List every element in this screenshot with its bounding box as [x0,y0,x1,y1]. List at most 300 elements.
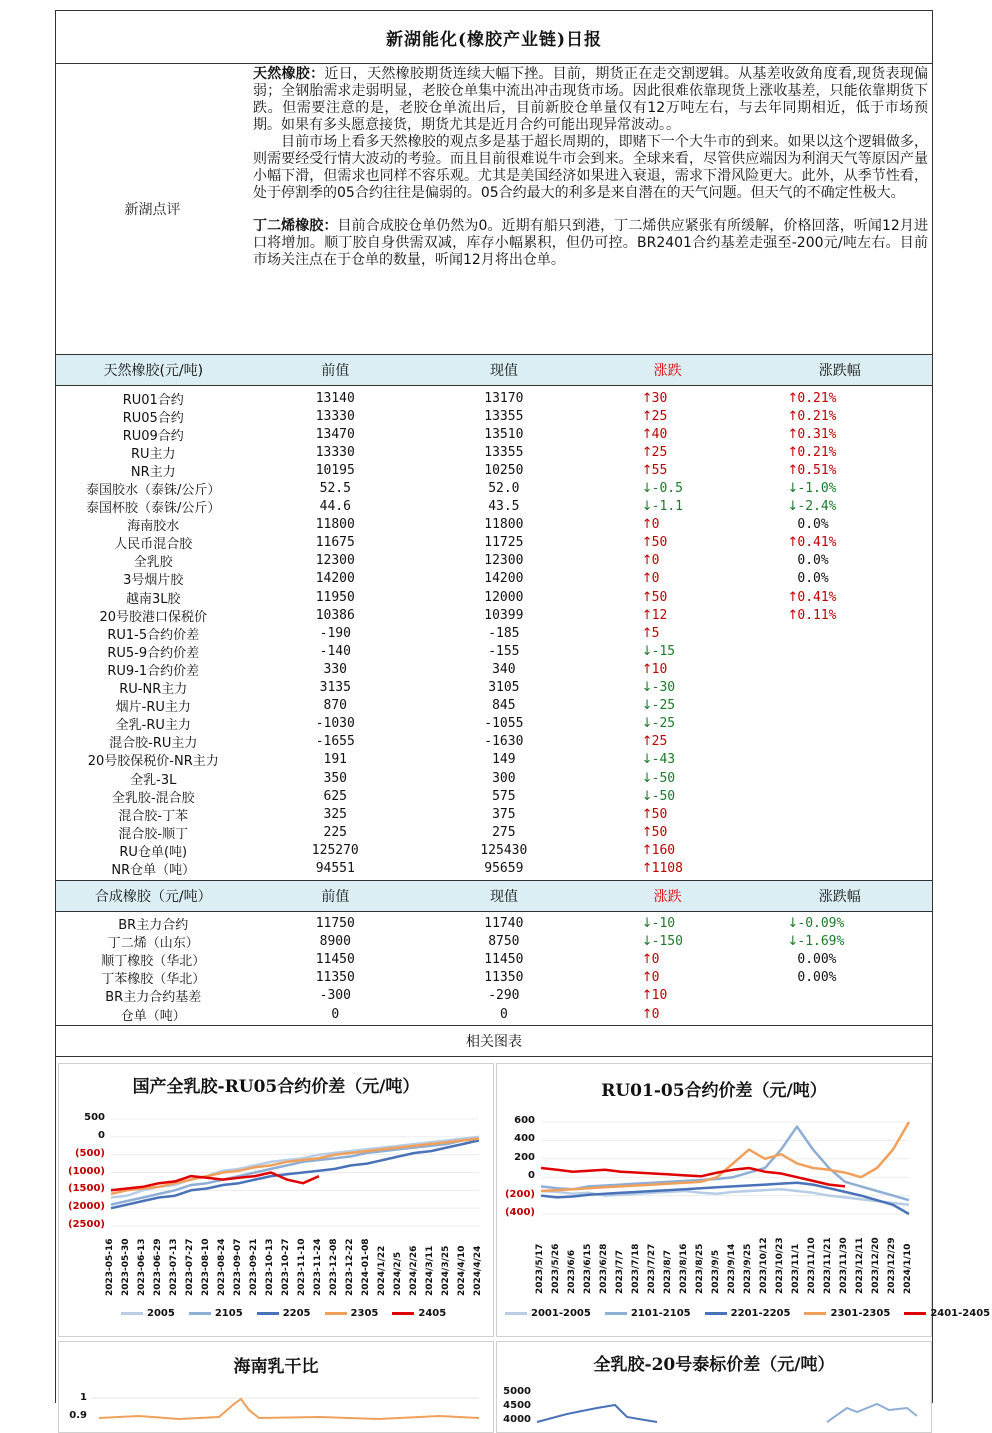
cell-text: -0.5 [651,481,683,497]
cell-text: 625 [323,788,348,804]
x-tick: 2023-10-13 [265,1238,275,1297]
cell-text: 11750 [315,916,355,932]
cell-text: 混合胶-顺丁 [118,826,189,842]
cell-text: -150 [651,934,683,950]
row-cur [420,988,588,1003]
cell-text: 11950 [315,589,355,605]
legend-item [804,1308,890,1319]
cell-text: 52.0 [488,481,520,497]
cell-text: -290 [488,988,520,1004]
cell-text: 0 [651,970,660,986]
row-cur [420,825,588,840]
row-change [588,553,748,568]
legend-swatch [705,1312,727,1315]
cell-text: 13355 [484,444,524,460]
row-cur [420,934,588,949]
row-change [588,463,748,478]
x-tick: 2024/1/10 [903,1243,913,1295]
y-tick: (400) [504,1207,535,1219]
cell-text: 52.5 [319,481,351,497]
row-prev [251,409,421,424]
series-line [537,1405,657,1422]
arrow-down-icon: ↓ [787,916,799,932]
row-prev [251,698,421,713]
cell-text: 11800 [315,517,355,533]
cell-text: 0.00% [797,952,837,968]
table-row [56,534,932,552]
arrow-up-icon: ↑ [787,390,799,406]
cell-text: 12 [651,607,668,623]
charts-area [56,1057,991,1426]
arrow-down-icon: ↓ [641,481,653,497]
x-tick: 2023-11-24 [313,1238,323,1297]
arrow-up-icon: ↑ [641,517,653,533]
table-row [56,552,932,570]
cell-text: -155 [488,643,520,659]
row-cur [420,391,588,406]
chart-legend [121,1308,446,1319]
cell-text: -1055 [484,716,524,732]
row-prev [251,427,421,442]
cell-text: 300 [492,770,516,786]
x-tick: 2023-12-22 [345,1238,355,1297]
row-prev [251,1007,421,1022]
cell-text: RU仓单(吨) [119,844,188,860]
x-tick: 2023/7/18 [631,1243,641,1295]
cell-text: -190 [319,625,351,641]
cell-text: 泰国胶水（泰铢/公斤） [86,483,221,499]
arrow-up-icon: ↑ [641,625,653,641]
legend-label: 2205 [282,1308,311,1320]
row-cur [420,716,588,731]
charts-section-title: 相关图表 [56,1025,932,1057]
header-change-pct: 涨跌幅 [818,363,861,379]
table-row [56,407,932,425]
cell-text: 30 [651,390,668,406]
cell-text: -300 [319,988,351,1004]
arrow-up-icon: ↑ [787,535,799,551]
cell-text: 烟片-RU主力 [115,700,191,716]
cell-text: 10399 [484,607,524,623]
y-tick: 0.9 [69,1410,87,1422]
cell-text: 0.31% [797,426,837,442]
cell-text: 全乳胶 [133,555,173,571]
y-tick: 0 [98,1129,105,1141]
row-change [588,970,748,985]
row-name [56,823,251,842]
table-row [56,951,932,969]
header-item: 合成橡胶（元/吨） [94,888,212,905]
cell-text: 0 [651,517,660,533]
x-tick: 2023-09-07 [233,1238,243,1297]
cell-text: 160 [651,842,676,858]
cell-text: 13355 [484,408,524,424]
chart-latex-ru05-spread [58,1063,494,1337]
cell-text: 泰国杯胶（泰铢/公斤） [86,501,221,517]
x-tick: 2023/9/5 [711,1249,721,1295]
x-tick: 2024/4/24 [473,1245,483,1297]
x-tick: 2023-06-13 [137,1238,147,1297]
cell-text: 14200 [484,571,524,587]
table-row [56,461,932,479]
cell-text: 8750 [488,934,520,950]
row-name [56,714,251,733]
legend-swatch [257,1312,279,1315]
row-name [56,588,251,607]
cell-text: 1108 [651,860,683,876]
legend-item [325,1308,379,1319]
arrow-down-icon: ↓ [641,770,653,786]
comment-natural-heading: 天然橡胶： [253,66,325,82]
cell-text: 0 [651,553,660,569]
row-prev [251,590,421,605]
arrow-up-icon: ↑ [641,860,653,876]
comment-outlook: 目前市场上看多天然橡胶的观点多是基于超长周期的，即赌下一个大牛市的到来。如果以这个逻辑做多，则需要经受行情大波动的考验。而且目前很难说牛市会到来。全球来看，尽管供应端因为利润天气等原因产量小幅下滑，但需求也同样不容乐观。尤其是美国经济如果进入衰退，需求下滑风险更大。此外，从季节性看，处于停割季的05合约往往是偏弱的。05合约最大的利多是来自潜在的天气问题。但天气的不确定性极大。 [253,134,928,201]
cell-text: 95659 [484,860,524,876]
row-change-pct [747,409,932,424]
legend-item [392,1308,446,1319]
row-change [588,698,748,713]
x-tick: 2023-10-27 [281,1238,291,1297]
cell-text: 50 [651,589,668,605]
row-name [56,1005,251,1024]
cell-text: 0.0% [797,517,829,533]
cell-text: 43.5 [488,499,520,515]
cell-text: 11740 [484,916,524,932]
row-prev [251,934,421,949]
y-tick: 1 [80,1392,87,1404]
cell-text: 340 [492,661,516,677]
legend-item [705,1308,791,1319]
arrow-up-icon: ↑ [641,390,653,406]
report-page [55,10,991,1426]
legend-label: 2105 [214,1308,243,1320]
x-tick: 2023/8/25 [695,1243,705,1295]
cell-text: 870 [323,698,348,714]
row-change [588,608,748,623]
cell-text: 575 [492,788,516,804]
row-change-pct [747,553,932,568]
cell-text: 350 [323,770,348,786]
row-name [56,425,251,444]
cell-text: BR主力合约基差 [105,990,202,1006]
legend-item [121,1308,175,1319]
comment-section [56,64,932,355]
cell-text: 12300 [484,553,524,569]
arrow-down-icon: ↓ [641,499,653,515]
row-name [56,914,251,933]
y-tick: (2500) [68,1219,105,1231]
table-row [56,787,932,805]
chart-plot [497,1064,931,1336]
row-prev [251,825,421,840]
row-change [588,644,748,659]
cell-text: 13510 [484,426,524,442]
row-change [588,861,748,876]
y-tick: 600 [514,1115,535,1127]
arrow-up-icon: ↑ [641,589,653,605]
cell-text: 25 [651,444,668,460]
row-cur [420,644,588,659]
comment-natural-rubber [253,66,928,134]
chart-title: 海南乳干比 [233,1357,319,1378]
row-change [588,680,748,695]
row-cur [420,680,588,695]
x-tick: 2023/11/1 [791,1243,801,1295]
chart-ru01-05-spread [496,1063,991,1337]
x-tick: 2024/2/26 [409,1245,419,1297]
cell-text: 仓单（吨） [120,1008,186,1024]
x-tick: 2023/6/28 [599,1243,609,1295]
cell-text: -30 [651,680,676,696]
legend-swatch [121,1312,143,1315]
row-name [56,443,251,462]
arrow-up-icon: ↑ [641,806,653,822]
row-name [56,841,251,860]
cell-text: 20号胶港口保税价 [99,609,208,625]
cell-text: 125430 [480,842,528,858]
chart-plot [59,1342,493,1432]
row-cur [420,734,588,749]
cell-text: RU9-1合约价差 [107,663,200,679]
cell-text: 191 [323,752,348,768]
x-tick: 2023/6/15 [583,1243,593,1295]
row-change-pct [747,571,932,586]
chart-title: 国产全乳胶-RU05合约价差（元/吨） [132,1077,420,1098]
row-prev [251,517,421,532]
row-change-pct [747,499,932,514]
chart-plot [497,1342,931,1432]
header-prev: 前值 [321,363,350,379]
x-tick: 2024/1/22 [377,1245,387,1297]
row-prev [251,734,421,749]
x-tick: 2023/6/6 [567,1249,577,1295]
row-change [588,843,748,858]
row-name [56,515,251,534]
x-tick: 2023-09-21 [249,1238,259,1297]
legend-swatch [804,1312,826,1315]
comment-body [249,64,932,354]
cell-text: 14200 [315,571,355,587]
cell-text: 13470 [315,426,355,442]
x-tick: 2024/4/10 [457,1245,467,1297]
table-row [56,425,932,443]
header-item: 天然橡胶(元/吨) [103,363,204,379]
cell-text: 0.11% [797,607,837,623]
row-change [588,445,748,460]
header-prev: 前值 [321,888,350,905]
cell-text: 0 [651,571,660,587]
header-change: 涨跌 [653,363,682,379]
row-change [588,825,748,840]
x-tick: 2023/12/20 [871,1237,881,1295]
cell-text: 0.21% [797,444,837,460]
cell-text: -50 [651,788,676,804]
row-prev [251,553,421,568]
row-change [588,952,748,967]
arrow-up-icon: ↑ [641,824,653,840]
series-line [99,1399,479,1419]
x-tick: 2023-05-30 [121,1238,131,1297]
row-name [56,968,251,987]
row-change-pct [747,608,932,623]
table-row [56,841,932,859]
cell-text: 5 [651,625,660,641]
legend-item [505,1308,591,1319]
row-change [588,771,748,786]
row-change [588,988,748,1003]
cell-text: RU05合约 [122,410,184,426]
arrow-up-icon: ↑ [787,408,799,424]
row-name [56,750,251,769]
row-change-pct [747,970,932,985]
row-cur [420,1007,588,1022]
table-row [56,570,932,588]
cell-text: 0 [499,1006,508,1022]
arrow-up-icon: ↑ [641,842,653,858]
row-name [56,859,251,878]
comment-natural-text: 近日，天然橡胶期货连续大幅下挫。目前，期货正在走交割逻辑。从基差收敛角度看,现货表现偏弱；全钢胎需求走弱明显，老胶仓单集中流出冲击现货市场。因此很难依靠现货上涨收基差，只能依靠期货下跌。但需要注意的是，老胶仓单流出后，目前新胶仓单量仅有12万吨左右，与去年同期相近，低于市场预期。如果有多头愿意接货，期货尤其是近月合约可能出现异常波动。。 [253,66,929,133]
arrow-down-icon: ↓ [641,916,653,932]
table-row [56,859,932,877]
x-tick: 2023-08-10 [201,1238,211,1297]
row-change [588,590,748,605]
header-cur: 现值 [489,888,518,905]
cell-text: 25 [651,408,668,424]
table-row [56,969,932,987]
row-cur [420,752,588,767]
row-name [56,732,251,751]
row-name [56,660,251,679]
cell-text: 0.0% [797,571,829,587]
table-row [56,588,932,606]
row-name [56,407,251,426]
row-change [588,716,748,731]
arrow-down-icon: ↓ [641,752,653,768]
x-tick: 2023/8/7 [663,1249,673,1295]
row-change [588,626,748,641]
cell-text: 149 [492,752,516,768]
cell-text: 50 [651,824,668,840]
x-tick: 2023-11-10 [297,1238,307,1297]
row-prev [251,626,421,641]
cell-text: 325 [323,806,348,822]
cell-text: RU09合约 [122,428,184,444]
row-cur [420,916,588,931]
row-cur [420,553,588,568]
row-change-pct [747,916,932,931]
row-cur [420,843,588,858]
y-tick: 4000 [503,1414,531,1426]
cell-text: RU主力 [130,446,176,462]
row-prev [251,861,421,876]
cell-text: 0.51% [797,462,837,478]
header-change: 涨跌 [653,888,682,905]
table-row [56,606,932,624]
cell-text: 0.21% [797,408,837,424]
row-change-pct [747,952,932,967]
row-cur [420,409,588,424]
arrow-down-icon: ↓ [641,716,653,732]
cell-text: -1630 [484,734,524,750]
row-cur [420,970,588,985]
x-tick: 2023/11/21 [823,1237,833,1295]
row-name [56,696,251,715]
row-name [56,569,251,588]
row-prev [251,535,421,550]
arrow-up-icon: ↑ [787,462,799,478]
comment-gap [253,202,928,218]
cell-text: 0.21% [797,390,837,406]
table-row [56,987,932,1005]
x-tick: 2023/7/27 [647,1243,657,1295]
row-prev [251,499,421,514]
x-tick: 2023/7/7 [615,1249,625,1295]
cell-text: NR仓单（吨） [111,862,196,878]
legend-label: 2301-2305 [830,1308,891,1320]
table-row [56,443,932,461]
x-tick: 2024/2/5 [393,1251,403,1297]
row-prev [251,445,421,460]
row-change [588,427,748,442]
x-tick: 2023/9/25 [743,1243,753,1295]
x-tick: 2023-08-24 [217,1238,227,1297]
table-row [56,751,932,769]
cell-text: 越南3L胶 [125,591,181,607]
arrow-up-icon: ↑ [641,970,653,986]
cell-text: 375 [492,806,516,822]
chart-legend [505,1308,990,1319]
row-name [56,678,251,697]
row-cur [420,481,588,496]
arrow-up-icon: ↑ [641,988,653,1004]
y-tick: (2000) [68,1201,105,1213]
row-cur [420,771,588,786]
cell-text: 混合胶-丁苯 [118,808,189,824]
table-row [56,624,932,642]
arrow-up-icon: ↑ [641,426,653,442]
y-tick: 5000 [503,1386,531,1398]
y-tick: 200 [514,1151,535,1163]
cell-text: RU01合约 [122,392,184,408]
row-change [588,391,748,406]
cell-text: 人民币混合胶 [114,537,193,553]
chart-title: 全乳胶-20号泰标价差（元/吨） [593,1355,835,1376]
chart-title: RU01-05合约价差（元/吨） [601,1081,827,1102]
row-cur [420,662,588,677]
row-prev [251,391,421,406]
comment-label: 新湖点评 [124,202,181,218]
cell-text: 11675 [315,535,355,551]
x-tick: 2023/5/26 [551,1243,561,1295]
x-tick: 2024/3/11 [425,1245,435,1297]
legend-item [904,1308,990,1319]
cell-text: 3号烟片胶 [123,573,184,589]
cell-text: 13140 [315,390,355,406]
cell-text: 0.41% [797,589,837,605]
arrow-up-icon: ↑ [641,571,653,587]
header-change-pct: 涨跌幅 [818,888,861,905]
x-tick: 2023/5/17 [535,1243,545,1295]
row-change [588,734,748,749]
table-row [56,642,932,660]
x-tick: 2023-07-27 [185,1238,195,1297]
cell-text: 3105 [488,680,520,696]
legend-label: 2305 [350,1308,379,1320]
row-change-pct [747,517,932,532]
cell-text: RU-NR主力 [119,682,188,698]
cell-text: -1.0% [797,481,837,497]
